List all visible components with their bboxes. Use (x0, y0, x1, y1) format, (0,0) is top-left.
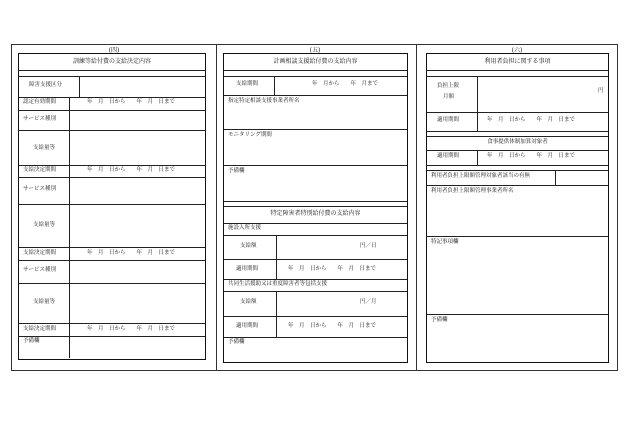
burden-target-flag-label: 利用者負担上限額管理対象者該当の有無 (431, 173, 531, 179)
panel-5 (223, 53, 408, 363)
group-home-label: 共同生活援助又は重度障害者等包括支援 (228, 281, 328, 287)
special-benefit-title: 特定障害者特別給付費の支給内容 (270, 210, 361, 217)
burden-limit-label-2: 月額 (443, 94, 455, 100)
monitoring-label: モニタリング期間 (228, 132, 272, 138)
special-notes-label: 特記事項欄 (431, 239, 459, 245)
apply-period-value-1: 年 月 日から 年 月 日まで (288, 266, 377, 272)
panel-5-number: (五) (309, 47, 321, 54)
disability-class-label: 障害支援区分 (29, 82, 63, 88)
payment-period-label: 支給期間 (236, 81, 259, 87)
decision-period-label-2: 支給決定期間 (23, 250, 57, 256)
amount-label-1: 支給量等 (33, 145, 56, 151)
panel-4-number: (四) (108, 47, 120, 54)
burden-limit-label-1: 負担上限 (437, 83, 460, 89)
panel-4-title: 訓練等給付費の支給決定内容 (72, 58, 151, 65)
apply-period-label-6a: 適用期間 (437, 117, 460, 123)
apply-period-label-1: 適用期間 (236, 266, 259, 272)
panel-5-notes2-label: 予備欄 (228, 339, 245, 345)
apply-period-label-2: 適用期間 (236, 323, 259, 329)
decision-period-value-3: 年 月 日から 年 月 日まで (87, 326, 176, 332)
cert-period-label: 認定有効期間 (23, 99, 57, 105)
panel-5-title: 計画相談支援給付費の支給内容 (273, 58, 358, 65)
panel-divider-right (416, 44, 417, 371)
provider-name-label: 指定特定相談支援事業者所名 (228, 98, 300, 104)
payment-period-value: 年 月から 年 月まで (312, 81, 379, 87)
pay-amount-label-1: 支給額 (240, 243, 257, 249)
yen-unit: 円 (598, 88, 604, 94)
decision-period-label-3: 支給決定期間 (23, 326, 57, 332)
panel-5-notes-label: 予備欄 (228, 168, 245, 174)
burden-manager-name-label: 利用者負担上限額管理事業者所名 (431, 188, 514, 194)
panel-divider-left (216, 44, 217, 371)
panel-6-number: (六) (511, 47, 523, 54)
meal-provision-label: 食事提供体制加算対象者 (487, 139, 548, 145)
facility-support-label: 施設入所支援 (228, 225, 262, 231)
amount-label-2: 支給量等 (33, 222, 56, 228)
apply-period-label-6b: 適用期間 (437, 153, 460, 159)
decision-period-value-2: 年 月 日から 年 月 日まで (87, 250, 176, 256)
cert-period-value: 年 月 日から 年 月 日まで (87, 99, 176, 105)
pay-amount-label-2: 支給額 (240, 299, 257, 305)
per-day-unit: 円／日 (360, 243, 377, 249)
service-type-label-1: サービス種別 (23, 116, 57, 122)
service-type-label-3: サービス種別 (23, 267, 57, 273)
decision-period-label-1: 支給決定期間 (23, 167, 57, 173)
amount-label-3: 支給量等 (33, 299, 56, 305)
panel-4-notes-label: 予備欄 (23, 338, 40, 344)
panel-6-title: 利用者負担に関する事項 (484, 58, 551, 65)
panel-4 (18, 53, 206, 360)
panel-6 (426, 53, 609, 363)
panel-6-notes-label: 予備欄 (431, 317, 448, 323)
per-month-unit: 円／月 (360, 299, 377, 305)
service-type-label-2: サービス種別 (23, 186, 57, 192)
decision-period-value-1: 年 月 日から 年 月 日まで (87, 167, 176, 173)
apply-period-value-6a: 年 月 日から 年 月 日まで (487, 117, 576, 123)
apply-period-value-6b: 年 月 日から 年 月 日まで (487, 153, 576, 159)
apply-period-value-2: 年 月 日から 年 月 日まで (288, 323, 377, 329)
